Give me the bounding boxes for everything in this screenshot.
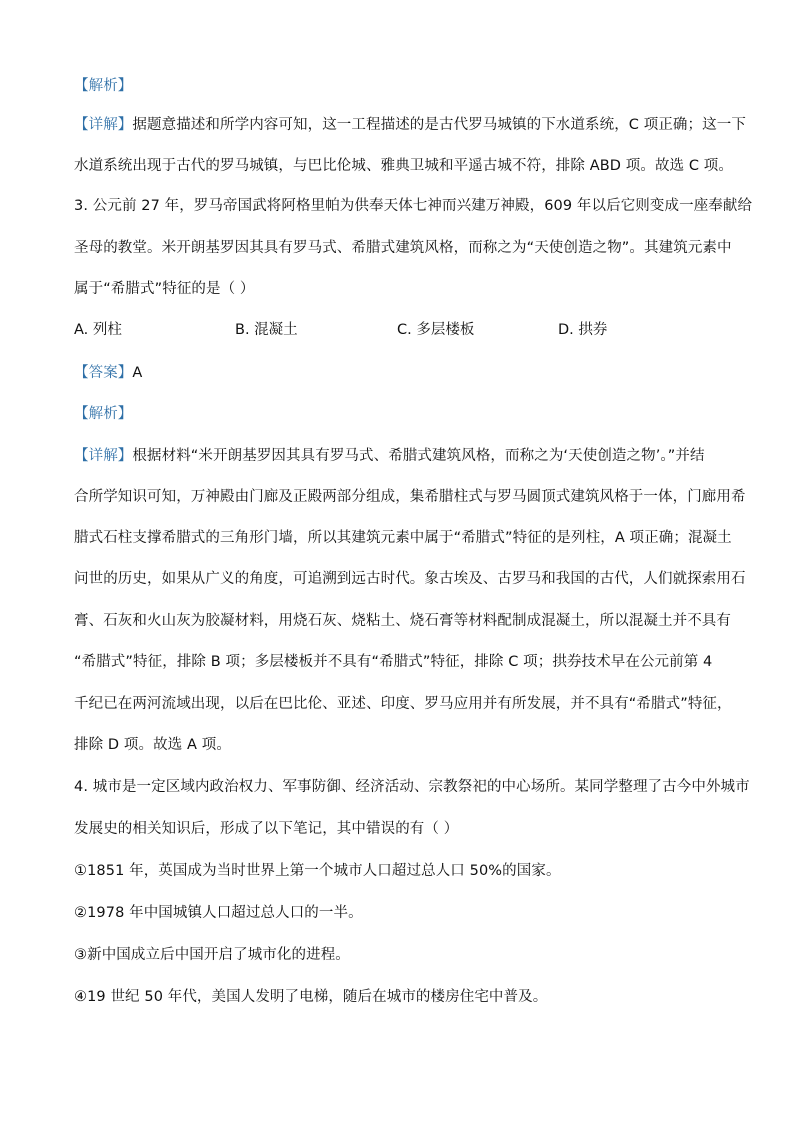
analysis-tag: 【解析】 [74,406,133,422]
detail-text: 膏、石灰和火山灰为胶凝材料，用烧石灰、烧粘土、烧石膏等材料配制成混凝土，所以混凝土并不具有 [74,613,731,629]
analysis-tag: 【解析】 [74,78,133,94]
question-4-stem: 4. 城市是一定区域内政治权力、军事防御、经济活动、宗教祭祀的中心场所。某同学整理了古今中外城市 [74,779,750,795]
option-b: B. 混凝土 [235,322,298,338]
detail-text: 根据材料“米开朗基罗因其具有罗马式、希腊式建筑风格，而称之为‘天使创造之物’。”并结 [132,448,705,464]
detail-text: 千纪已在两河流域出现，以后在巴比伦、亚述、印度、罗马应用并有所发展，并不具有“希腊式”特征， [74,696,732,712]
detail-text: 合所学知识可知，万神殿由门廊及正殿两部分组成，集希腊柱式与罗马圆顶式建筑风格于一体，门廊用希 [74,489,746,505]
statement-item: ④19 世纪 50 年代，美国人发明了电梯，随后在城市的楼房住宅中普及。 [74,989,548,1005]
question-3-stem: 圣母的教堂。米开朗基罗因其具有罗马式、希腊式建筑风格，而称之为“天使创造之物”。其建筑元素中 [74,240,732,256]
detail-tag: 【详解】 [74,448,133,464]
detail-tag: 【详解】 [74,117,133,133]
detail-paragraph-line [74,115,746,135]
detail-text: 问世的历史，如果从广义的角度，可追溯到远古时代。象古埃及、古罗马和我国的古代，人们就探索用石 [74,571,746,587]
detail-text: 据题意描述和所学内容可知，这一工程描述的是古代罗马城镇的下水道系统，C 项正确；这一下 [132,117,746,133]
statement-item: ①1851 年，英国成为当时世界上第一个城市人口超过总人口 50%的国家。 [74,863,561,879]
question-3-stem: 3. 公元前 27 年，罗马帝国武将阿格里帕为供奉天体七神而兴建万神殿，609 年以后它则变成一座奉献给 [74,198,753,214]
detail-text: 腊式石柱支撑希腊式的三角形门墙，所以其建筑元素中属于“希腊式”特征的是列柱，A 项正确；混凝土 [74,530,732,546]
answer-line [74,363,142,383]
statement-item: ③新中国成立后中国开启了城市化的进程。 [74,947,350,963]
detail-text: 排除 D 项。故选 A 项。 [74,737,231,753]
question-4-stem: 发展史的相关知识后，形成了以下笔记，其中错误的有（ ） [74,821,459,837]
detail-text: 水道系统出现于古代的罗马城镇，与巴比伦城、雅典卫城和平遥古城不符，排除 ABD 项。故选 C 项。 [74,158,733,174]
question-3-stem: 属于“希腊式”特征的是（ ） [74,281,255,297]
option-c: C. 多层楼板 [397,322,475,338]
detail-paragraph-line [74,446,705,466]
answer-tag: 【答案】 [74,365,133,381]
answer-value: A [132,365,143,381]
option-d: D. 拱券 [558,322,608,338]
statement-item: ②1978 年中国城镇人口超过总人口的一半。 [74,905,363,921]
option-a: A. 列柱 [74,322,122,338]
detail-text: “希腊式”特征，排除 B 项；多层楼板并不具有“希腊式”特征，排除 C 项；拱券技术早在公元前第 4 [74,654,713,670]
